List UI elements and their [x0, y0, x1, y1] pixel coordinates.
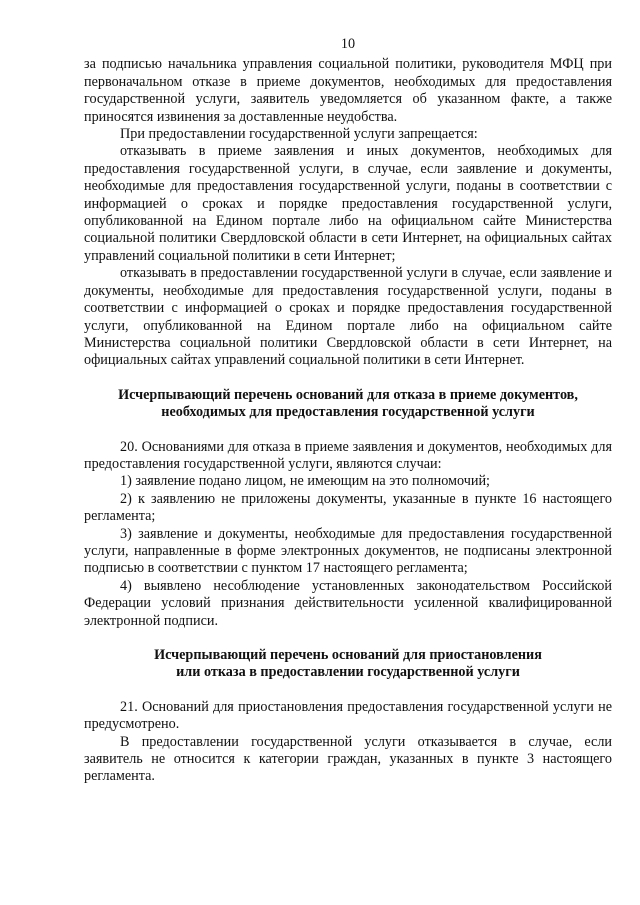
heading-line: Исчерпывающий перечень оснований для отказа в приеме документов, — [118, 386, 578, 403]
list-item-4: 4) выявлено несоблюдение установленных законодательством Российской Федерации условий признания действительности усиленной квалифицированной электронной подписи. — [84, 577, 612, 629]
heading-line: Исчерпывающий перечень оснований для приостановления — [154, 647, 542, 663]
list-item-2: 2) к заявлению не приложены документы, указанные в пункте 16 настоящего регламента; — [84, 490, 612, 525]
page-number: 10 — [340, 36, 356, 52]
list-item-3: 3) заявление и документы, необходимые для предоставления государственной услуги, направленные в форме электронных документов, не подписаны электронной подписью в соответствии с пунктом 17 настоящего регламента; — [84, 525, 612, 577]
paragraph-item-20: 20. Основаниями для отказа в приеме заявления и документов, необходимых для предоставления государственной услуги, являются случаи: — [84, 438, 612, 472]
heading-line: или отказа в предоставлении государственной услуги — [176, 664, 520, 681]
paragraph-continuation: за подписью начальника управления социальной политики, руководителя МФЦ при первоначальном отказе в приеме документов, необходимых для предоставления государственной услуги, заявитель уведомляется об указанном факте, а также приносятся извинения за доставленные неудобства. — [84, 56, 612, 125]
paragraph-refusal-case: В предоставлении государственной услуги отказывается в случае, если заявитель не относится к категории граждан, указанных в пункте 3 настоящего регламента. — [84, 733, 612, 785]
heading-line: необходимых для предоставления государственной услуги — [161, 404, 535, 421]
list-item-1: 1) заявление подано лицом, не имеющим на это полномочий; — [120, 473, 490, 490]
paragraph-prohibition-2: отказывать в предоставлении государственной услуги в случае, если заявление и документы, необходимые для предоставления государственной услуги, поданы в соответствии с информацией о сроках и порядке предоставления государственной услуги, опубликованной на Едином портале либо на официальном сайте Министерства социальной политики Свердловской области в сети Интернет, на официальных сайтах управлений социальной политики в сети Интернет. — [84, 265, 612, 369]
paragraph-item-21: 21. Оснований для приостановления предоставления государственной услуги не предусмотрено. — [84, 698, 612, 733]
paragraph-prohibition-1: отказывать в приеме заявления и иных документов, необходимых для предоставления государственной услуги, в случае, если заявление и документы, необходимые для предоставления государственной услуги, поданы в соответствии с информацией о сроках и порядке предоставления государственной услуги, опубликованной на Едином портале либо на официальном сайте Министерства социальной политики Свердловской области в сети Интернет, на официальных сайтах управлений социальной политики в сети Интернет; — [84, 143, 612, 264]
paragraph-prohibitions-intro: При предоставлении государственной услуги запрещается: — [120, 126, 478, 143]
section-heading-refusal-acceptance — [84, 387, 612, 422]
section-heading-suspension-refusal — [84, 647, 612, 682]
